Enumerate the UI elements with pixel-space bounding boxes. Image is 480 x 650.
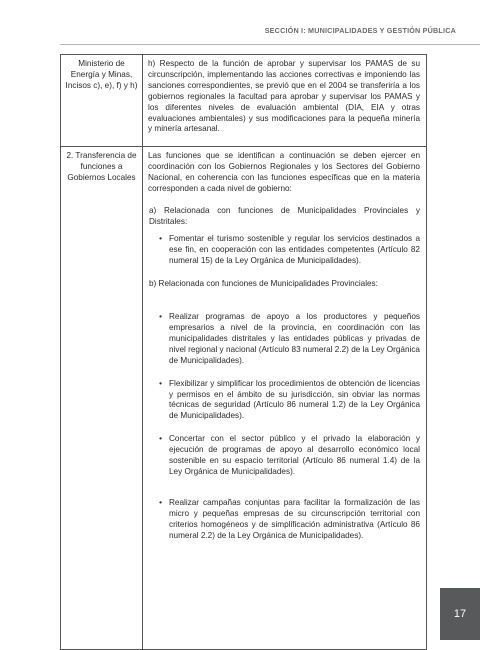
- list-item: [148, 234, 420, 267]
- list-item: [148, 498, 420, 542]
- list-item: [148, 312, 420, 367]
- list-item-text: Flexibilizar y simplificar los procedimientos de obtención de licencias y permisos en el ámbito de su jurisdicción, sin obviar las normas técnicas de seguridad (Artículo 86 numeral 1.2) de la Ley Orgánica de Municipalidades).: [169, 378, 420, 421]
- bullet-icon: •: [159, 497, 162, 507]
- page-number-badge: 17: [440, 588, 480, 640]
- functions-table: [60, 54, 427, 650]
- bullet-icon: •: [159, 312, 162, 322]
- table-row: [61, 55, 426, 147]
- bullet-icon: •: [159, 378, 162, 388]
- row-content: h) Respecto de la función de aprobar y supervisar los PAMAS de su circunscripción, implementando las acciones correctivas e imponiendo las sanciones correspondientes, se previó que en el 2004 se transferiría a los gobiernos regionales la facultad para aprobar y supervisar los PAMAS y los diferentes niveles de evaluación ambiental (DIA, EIA y otras evaluaciones ambientales) y sus modificaciones para la pequeña minería y minería artesanal.: [148, 59, 420, 134]
- list-item-text: Concertar con el sector público y el privado la elaboración y ejecución de programas de apoyo al desarrollo económico local sostenible en su espacio territorial (Artículo 86 numeral 1.4) de la Ley Orgánica de Municipalidades).: [169, 434, 420, 476]
- subsection-b-heading: b) Relacionada con funciones de Municipalidades Provinciales:: [149, 279, 378, 289]
- list-item: [148, 379, 420, 423]
- intro-paragraph: Las funciones que se identifican a continuación se deben ejercer en coordinación con los Gobiernos Regionales y los Sectores del Gobierno Nacional, en coherencia con las funciones específicas que en la materia corresponden a cada nivel de gobierno:: [148, 151, 420, 193]
- list-item-text: Realizar programas de apoyo a los productores y pequeños empresarios a nivel de la provincia, en coordinación con las municipalidades distritales y las entidades públicas y privadas de nivel regional y nacional (Artículo 83 numeral 2.2) de la Ley Orgánica de Municipalidades).: [169, 312, 420, 365]
- row-content: [143, 147, 426, 649]
- list-item: [148, 434, 420, 478]
- subsection-a-heading: a) Relacionada con funciones de Municipalidades Provinciales y Distritales:: [149, 205, 420, 226]
- list-item-text: Fomentar el turismo sostenible y regular los servicios destinados a ese fin, en cooperación con las entidades competentes (Artículo 82 numeral 15) de la Ley Orgánica de Municipalidades).: [169, 234, 420, 266]
- table-row: [61, 147, 426, 649]
- row-label: Ministerio de Energía y Minas, Incisos c), e), f) y h): [61, 55, 143, 146]
- bullet-icon: •: [159, 234, 162, 244]
- row-label: 2. Transferencia de funciones a Gobiernos Locales: [61, 147, 143, 649]
- list-item-text: Realizar campañas conjuntas para facilitar la formalización de las micro y pequeñas empresas de su circunscripción territorial con criterios homogéneos y de simplificación administrativa (Artículo 86 numeral 2.2) de la Ley Orgánica de Municipalidades).: [169, 497, 420, 540]
- section-header: SECCIÓN I: MUNICIPALIDADES Y GESTIÓN PÚBLICA: [264, 26, 456, 35]
- header-divider: [60, 44, 480, 45]
- bullet-icon: •: [159, 434, 162, 444]
